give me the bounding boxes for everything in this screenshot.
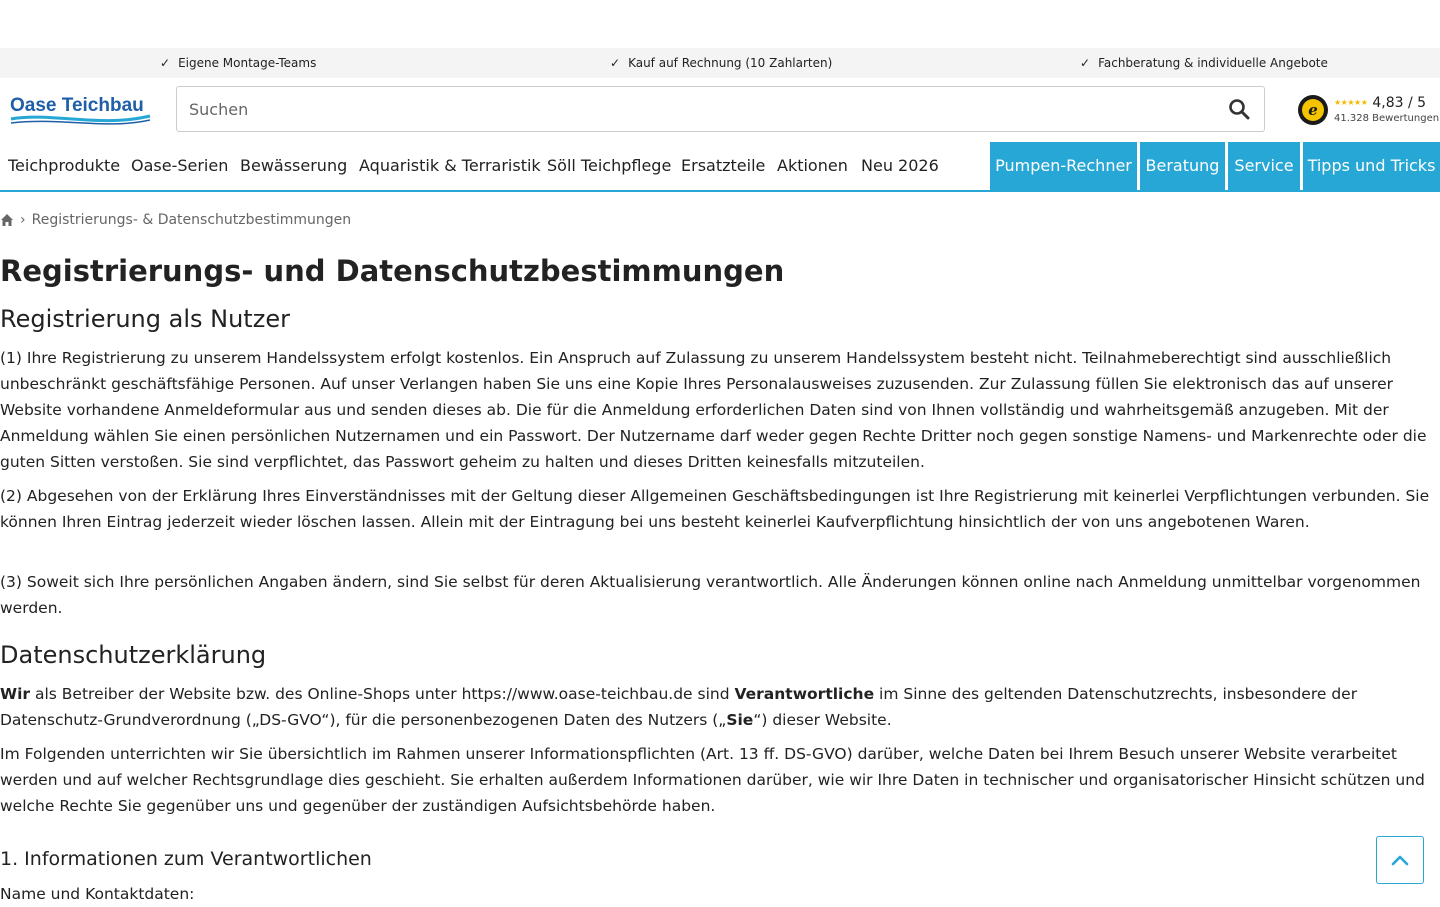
nav-item-oase-serien[interactable]: Oase-Serien (131, 156, 229, 175)
section-heading-datenschutz: Datenschutzerklärung (0, 641, 267, 669)
breadcrumb-current: Registrierungs- & Datenschutzbestimmungen (31, 212, 352, 228)
trust-seal-icon: e (1298, 95, 1328, 125)
nav-item-teichprodukte[interactable]: Teichprodukte (8, 156, 121, 175)
check-icon: ✓ (1080, 56, 1091, 70)
section-heading-verantwortlicher: 1. Informationen zum Verantwortlichen (0, 848, 372, 870)
section-heading-registrierung: Registrierung als Nutzer (0, 305, 290, 333)
usp-item-montage (160, 48, 316, 78)
paragraph: Wir als Betreiber der Website bzw. des Online-Shops unter https://www.oase-teichbau.de sind Verantwortliche im Sinne des geltenden Datenschutzrechts, insbesondere der Datenschutz-Grundverordnung („DS-GVO“), für die personenbezogenen Daten des Nutzers („Sie“) dieser Website. (0, 685, 1358, 729)
paragraph: (1) Ihre Registrierung zu unserem Handelssystem erfolgt kostenlos. Ein Anspruch auf Zulassung zu unserem Handelssystem besteht nicht. Teilnahmeberechtigt sind ausschließlich unbeschränkt geschäftsfähige Personen. Auf unser Verlangen haben Sie uns eine Kopie Ihres Personalausweises zuzusenden. Zur Zulassung füllen Sie elektronisch das auf unserer Website vorhandene Anmeldeformular aus und senden dieses ab. Die für die Anmeldung erforderlichen Daten sind von Ihnen vollständig und wahrheitsgemäß anzugeben. Mit der Anmeldung wählen Sie einen persönlichen Nutzernamen und ein Passwort. Der Nutzername darf weder gegen Rechte Dritter noch gegen sonstige Namens- und Markenrechte oder die guten Sitten verstoßen. Sie sind verpflichtet, das Passwort geheim zu halten und dieses Dritten keinesfalls mitzuteilen. (0, 349, 1427, 471)
home-icon[interactable] (0, 213, 14, 227)
nav-item-aquaristik[interactable]: Aquaristik & Terraristik (359, 156, 541, 175)
nav-item-neu[interactable]: Neu 2026 (861, 156, 939, 175)
search-icon[interactable] (1228, 98, 1252, 122)
scroll-to-top-button[interactable] (1376, 836, 1424, 884)
rating-score: 4,83 / 5 (1372, 95, 1427, 111)
usp-label: Fachberatung & individuelle Angebote (1098, 56, 1328, 70)
oase-teichbau-logo (10, 94, 152, 126)
site-logo[interactable] (10, 94, 152, 130)
usp-item-beratung (1080, 48, 1328, 78)
search-field[interactable] (176, 86, 1265, 132)
nav-item-ersatzteile[interactable]: Ersatzteile (681, 156, 766, 175)
beratung-button[interactable]: Beratung (1140, 142, 1225, 190)
usp-label: Kauf auf Rechnung (10 Zahlarten) (628, 56, 833, 70)
check-icon: ✓ (160, 56, 171, 70)
usp-bar (0, 48, 1440, 78)
paragraph: (3) Soweit sich Ihre persönlichen Angaben ändern, sind Sie selbst für deren Aktualisierung verantwortlich. Alle Änderungen können online nach Anmeldung unmittelbar vorgenommen werden. (0, 573, 1421, 617)
pumpen-rechner-button[interactable]: Pumpen-Rechner (990, 142, 1137, 190)
paragraph: Im Folgenden unterrichten wir Sie übersichtlich im Rahmen unserer Informationspflichten (Art. 13 ff. DS-GVO) darüber, welche Daten bei Ihrem Besuch unserer Website verarbeitet werden und auf welcher Rechtsgrundlage dies geschieht. Sie erhalten außerdem Informationen darüber, wie wir Ihre Daten in technischer und organisatorischer Hinsicht schützen und welche Rechte Sie gegenüber uns und gegenüber der zuständigen Aufsichtsbehörde haben. (0, 745, 1425, 815)
rating-widget[interactable] (1298, 95, 1439, 125)
chevron-up-icon (1390, 853, 1410, 867)
stars-icon: ★★★★★ (1334, 98, 1368, 107)
nav-item-soell[interactable]: Söll Teichpflege (547, 156, 672, 175)
page-title: Registrierungs- und Datenschutzbestimmungen (0, 254, 785, 288)
usp-label: Eigene Montage-Teams (178, 56, 317, 70)
tipps-und-tricks-button[interactable]: Tipps und Tricks (1303, 142, 1440, 190)
paragraph: Name und Kontaktdaten: (0, 885, 195, 903)
paragraph: (2) Abgesehen von der Erklärung Ihres Einverständnisses mit der Geltung dieser Allgemeinen Geschäftsbedingungen ist Ihre Registrierung mit keinerlei Verpflichtungen verbunden. Sie können Ihren Eintrag jederzeit wieder löschen lassen. Allein mit der Eintragung bei uns besteht keinerlei Kaufverpflichtung hinsichtlich der von uns angebotenen Waren. (0, 487, 1430, 531)
logo-text: Oase Teichbau (10, 95, 144, 116)
usp-item-rechnung (610, 48, 832, 78)
check-icon: ✓ (610, 56, 621, 70)
nav-item-aktionen[interactable]: Aktionen (777, 156, 848, 175)
rating-count: 41.328 Bewertungen (1334, 113, 1440, 124)
service-button[interactable]: Service (1228, 142, 1300, 190)
breadcrumb (0, 210, 351, 230)
top-spacer (0, 0, 1440, 48)
search-input[interactable] (189, 87, 1189, 131)
nav-item-bewaesserung[interactable]: Bewässerung (240, 156, 348, 175)
chevron-right-icon: › (20, 212, 26, 228)
main-nav (0, 142, 1440, 192)
